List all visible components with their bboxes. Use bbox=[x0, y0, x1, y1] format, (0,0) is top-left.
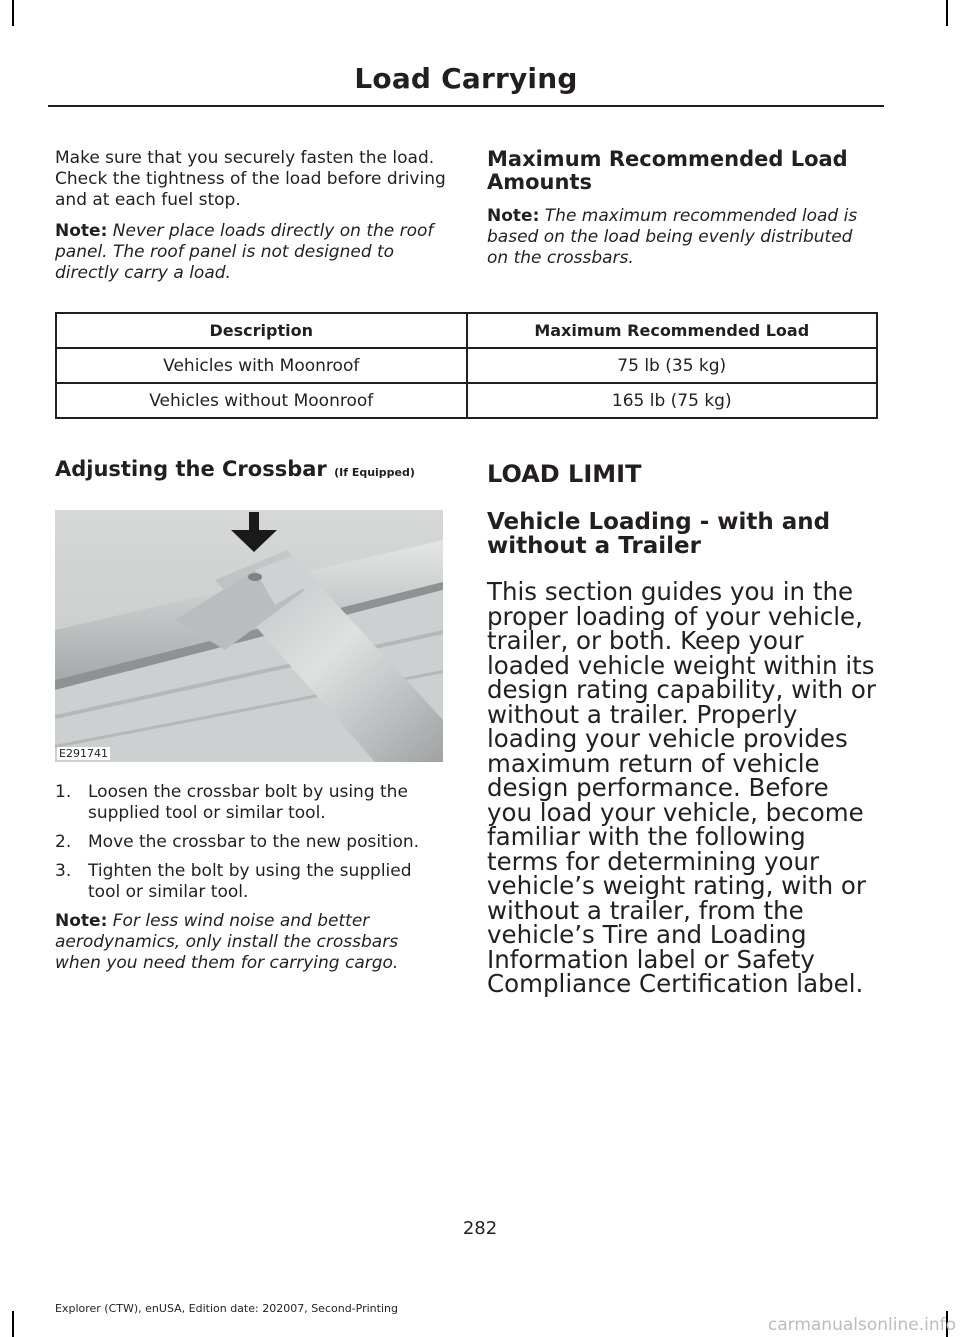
table-header-description: Description bbox=[56, 313, 467, 348]
step-number: 2. bbox=[55, 832, 72, 852]
max-load-heading: Maximum Recommended Load Amounts bbox=[487, 147, 848, 194]
step-number: 3. bbox=[55, 861, 72, 881]
edition-footer: Explorer (CTW), enUSA, Edition date: 202007, Second-Printing bbox=[55, 1302, 398, 1315]
step-number: 1. bbox=[55, 782, 72, 802]
table-cell: Vehicles without Moonroof bbox=[56, 383, 467, 418]
table-cell: 165 lb (75 kg) bbox=[467, 383, 878, 418]
crop-mark-bottom-left bbox=[12, 1311, 14, 1337]
note-text: Never place loads directly on the roof panel. The roof panel is not designed to directly carry a load. bbox=[55, 221, 434, 283]
crossbar-heading-text: Adjusting the Crossbar bbox=[55, 457, 327, 481]
crossbar-figure bbox=[55, 510, 443, 762]
header-divider bbox=[48, 105, 884, 107]
table-header-max-load: Maximum Recommended Load bbox=[467, 313, 878, 348]
step-text: Tighten the bolt by using the supplied tool or similar tool. bbox=[88, 861, 412, 902]
load-limit-body: This section guides you in the proper loading of your vehicle, trailer, or both. Keep your loaded vehicle weight within its design rating capability, with or without a trailer. Properly loading your vehicle provides maximum return of vehicle design performance. Before you load your vehicle, become familiar with the following terms for determining your vehicle’s weight rating, with or without a trailer, from the vehicle’s Tire and Loading Information label or Safety Compliance Certification label. bbox=[487, 577, 876, 998]
page-title: Load Carrying bbox=[354, 62, 578, 95]
step-text: Move the crossbar to the new position. bbox=[88, 832, 420, 852]
load-table bbox=[55, 312, 878, 419]
list-item bbox=[55, 861, 447, 903]
crop-mark-top-right bbox=[946, 0, 948, 26]
crossbar-heading bbox=[55, 458, 447, 484]
table-row bbox=[56, 348, 877, 383]
crop-mark-top-left bbox=[12, 0, 14, 26]
max-load-note bbox=[487, 206, 879, 269]
table-cell: Vehicles with Moonroof bbox=[56, 348, 467, 383]
steps-list bbox=[55, 782, 447, 903]
note-label: Note: bbox=[55, 911, 108, 931]
list-item bbox=[55, 782, 447, 824]
note-text: The maximum recommended load is based on the load being evenly distributed on the crossbars. bbox=[487, 206, 858, 268]
load-limit-heading: LOAD LIMIT bbox=[487, 460, 642, 488]
watermark: carmanualsonline.info bbox=[767, 1315, 956, 1335]
crossbar-illustration bbox=[55, 510, 443, 762]
intro-note bbox=[55, 221, 447, 284]
note-text: For less wind noise and better aerodynamics, only install the crossbars when you need them for carrying cargo. bbox=[55, 911, 399, 973]
table-header-row bbox=[56, 313, 877, 348]
list-item bbox=[55, 832, 447, 853]
crossbar-steps-section bbox=[55, 782, 447, 984]
crossbar-heading-suffix: (If Equipped) bbox=[334, 466, 415, 479]
note-label: Note: bbox=[55, 221, 108, 241]
crossbar-note bbox=[55, 911, 447, 974]
page-number: 282 bbox=[462, 1218, 498, 1239]
table-row bbox=[56, 383, 877, 418]
intro-paragraph: Make sure that you securely fasten the load. Check the tightness of the load before driving and at each fuel stop. bbox=[55, 148, 446, 210]
intro-section bbox=[55, 148, 447, 294]
max-load-section bbox=[487, 148, 879, 279]
figure-code: E291741 bbox=[59, 747, 108, 760]
table-cell: 75 lb (35 kg) bbox=[467, 348, 878, 383]
load-limit-section bbox=[487, 460, 879, 997]
note-label: Note: bbox=[487, 206, 540, 226]
vehicle-loading-heading: Vehicle Loading - with and without a Trailer bbox=[487, 509, 831, 559]
step-text: Loosen the crossbar bolt by using the supplied tool or similar tool. bbox=[88, 782, 408, 823]
